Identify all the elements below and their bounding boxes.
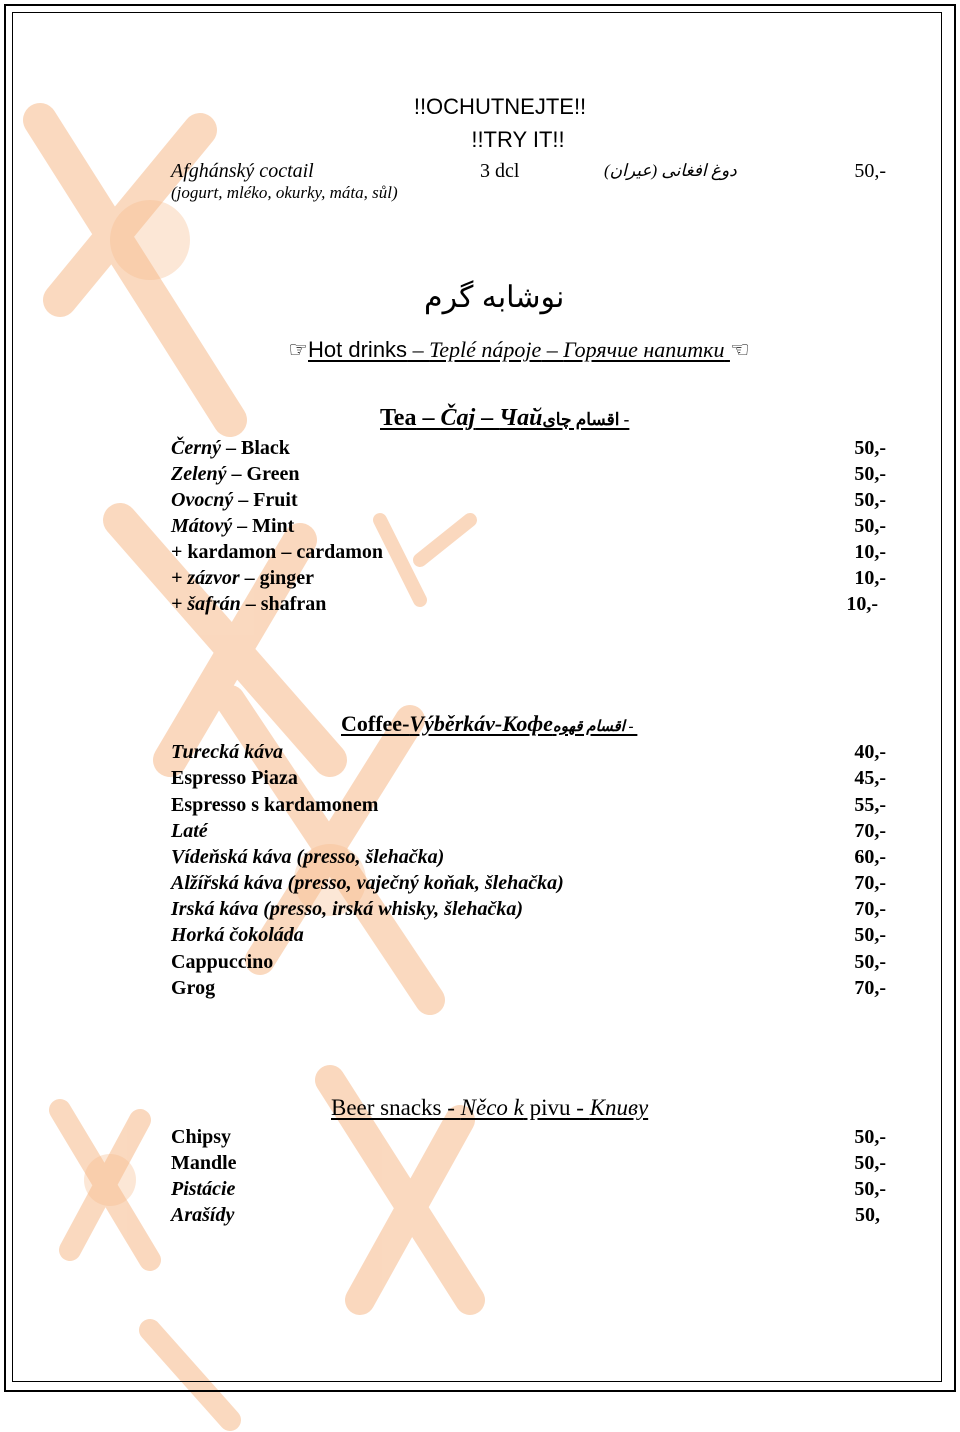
coffee-item-name: Alžířská káva (presso, vaječný koňak, šlehačka)	[171, 872, 564, 894]
coffee-item-name: Cappuccino	[171, 951, 274, 973]
list-item	[171, 896, 886, 922]
header-line-2: !!TRY IT!!	[471, 127, 565, 152]
header-try-it	[0, 126, 960, 154]
tea-item-sep: –	[221, 437, 241, 459]
coffee-item-name: Turecká káva	[171, 741, 284, 763]
list-item	[171, 765, 886, 791]
tea-item-en: ginger	[259, 567, 315, 589]
coffee-heading-en: Coffee-	[341, 711, 410, 736]
list-item	[171, 844, 886, 870]
snack-item-price: 50,	[855, 1204, 880, 1226]
snack-item-name: Mandle	[171, 1152, 237, 1174]
snacks-heading-b: Něco k	[460, 1095, 524, 1120]
tea-item-price: 50,-	[854, 489, 886, 511]
tea-heading-ru: Чай	[499, 405, 543, 431]
snack-item-price: 50,-	[854, 1152, 886, 1174]
tea-item-en: cardamon	[296, 541, 383, 563]
tea-item-cz: Zelený	[171, 463, 227, 485]
list-item	[171, 565, 886, 591]
tea-heading-cz: Čaj	[440, 405, 476, 431]
hot-drinks-title-en: Hot drinks	[308, 337, 408, 362]
tea-item-price: 10,-	[846, 593, 878, 615]
tea-item-sep: –	[276, 541, 297, 563]
tea-item-price: 10,-	[854, 567, 886, 589]
hot-drinks-title-ru: Горячие напитки	[563, 337, 725, 362]
snacks-heading-c: pivu -	[523, 1095, 590, 1120]
tea-item-cz: + zázvor	[171, 567, 240, 589]
tea-item-sep: –	[233, 489, 254, 511]
coffee-item-price: 60,-	[854, 846, 886, 868]
snack-item-name: Chipsy	[171, 1126, 232, 1148]
hot-drinks-title-cz: Teplé nápoje	[429, 337, 542, 362]
coffee-item-price: 55,-	[854, 794, 886, 816]
list-item	[171, 461, 886, 487]
pointing-hand-icon: ☞	[729, 337, 750, 362]
coffee-item-price: 50,-	[854, 951, 886, 973]
tea-item-en: shafran	[260, 593, 327, 615]
tea-heading-fa: - اقسام چای	[542, 410, 630, 429]
tea-item-cz: + šafrán	[171, 593, 241, 615]
tea-item-sep: –	[239, 567, 260, 589]
list-item	[171, 1124, 886, 1150]
list-item	[171, 539, 886, 565]
list-item	[171, 591, 878, 617]
tea-heading	[380, 402, 629, 436]
tea-item-cz: Černý	[171, 437, 221, 459]
header-ochutnejte	[0, 93, 960, 121]
tea-item-price: 50,-	[854, 463, 886, 485]
coffee-item-name: Grog	[171, 977, 216, 999]
tea-item-en: Mint	[252, 515, 295, 537]
snacks-heading-d: Кпивy	[589, 1095, 649, 1120]
tea-item-sep: –	[226, 463, 247, 485]
list-item	[171, 870, 886, 896]
coffee-item-price: 40,-	[854, 741, 886, 763]
afghan-name: Afghánský coctail	[171, 160, 314, 182]
coffee-item-price: 70,-	[854, 898, 886, 920]
snack-item-price: 50,-	[854, 1126, 886, 1148]
tea-item-cz: + kardamon	[171, 541, 277, 563]
hot-drinks-heading	[196, 334, 842, 366]
list-item	[171, 1150, 886, 1176]
tea-item-cz: Ovocný	[171, 489, 234, 511]
afghan-volume: 3 dcl	[480, 160, 520, 182]
afghan-note: (jogurt, mléko, okurky, máta, sůl)	[171, 183, 398, 202]
hot-drinks-dash-1: –	[407, 337, 430, 362]
snack-item-name: Arašídy	[171, 1204, 235, 1226]
coffee-item-price: 50,-	[854, 924, 886, 946]
coffee-heading-cz: Výběrkáv-Кофе	[409, 711, 553, 736]
tea-item-en: Fruit	[253, 489, 298, 511]
afghan-persian: دوغ افغانی (عیران)	[604, 161, 737, 180]
tea-item-price: 10,-	[854, 541, 886, 563]
hot-drinks-persian: نوشابه گرم	[424, 281, 565, 314]
tea-item-cz: Mátový	[171, 515, 233, 537]
coffee-item-price: 70,-	[854, 820, 886, 842]
list-item	[171, 435, 886, 461]
hot-drinks-dash-2: –	[541, 337, 564, 362]
coffee-item-name: Vídeňská káva (presso, šlehačka)	[171, 846, 445, 868]
coffee-item-name: Irská káva (presso, irská whisky, šlehačka)	[171, 898, 524, 920]
tea-heading-sep-2: –	[475, 405, 500, 431]
list-item	[171, 792, 886, 818]
pointing-hand-icon: ☞	[288, 337, 309, 362]
tea-item-price: 50,-	[854, 437, 886, 459]
coffee-heading-fa: - اقسام قهوه	[552, 719, 638, 735]
list-item	[171, 1202, 880, 1228]
coffee-item-name: Laté	[171, 820, 208, 842]
coffee-item-price: 45,-	[854, 767, 886, 789]
tea-item-en: Green	[246, 463, 300, 485]
list-item	[171, 922, 886, 948]
snack-item-price: 50,-	[854, 1178, 886, 1200]
coffee-item-name: Espresso Piaza	[171, 767, 298, 789]
tea-item-sep: –	[240, 593, 261, 615]
tea-item-sep: –	[232, 515, 253, 537]
coffee-item-name: Horká čokoláda	[171, 924, 304, 946]
list-item	[171, 1176, 886, 1202]
coffee-item-price: 70,-	[854, 977, 886, 999]
tea-item-price: 50,-	[854, 515, 886, 537]
list-item	[171, 739, 886, 765]
list-item	[171, 949, 886, 975]
tea-heading-en: Tea	[380, 405, 417, 431]
list-item	[171, 487, 886, 513]
snacks-heading	[331, 1093, 648, 1123]
tea-heading-sep-1: –	[416, 405, 441, 431]
coffee-item-price: 70,-	[854, 872, 886, 894]
tea-item-en: Black	[241, 437, 290, 459]
list-item	[171, 975, 886, 1001]
list-item	[171, 818, 886, 844]
snack-item-name: Pistácie	[171, 1178, 236, 1200]
afghan-price: 50,-	[854, 160, 886, 182]
header-line-1: !!OCHUTNEJTE!!	[413, 94, 587, 119]
coffee-item-name: Espresso s kardamonem	[171, 794, 379, 816]
list-item	[171, 513, 886, 539]
coffee-heading	[341, 709, 694, 742]
snacks-heading-a: Beer snacks -	[331, 1095, 461, 1120]
